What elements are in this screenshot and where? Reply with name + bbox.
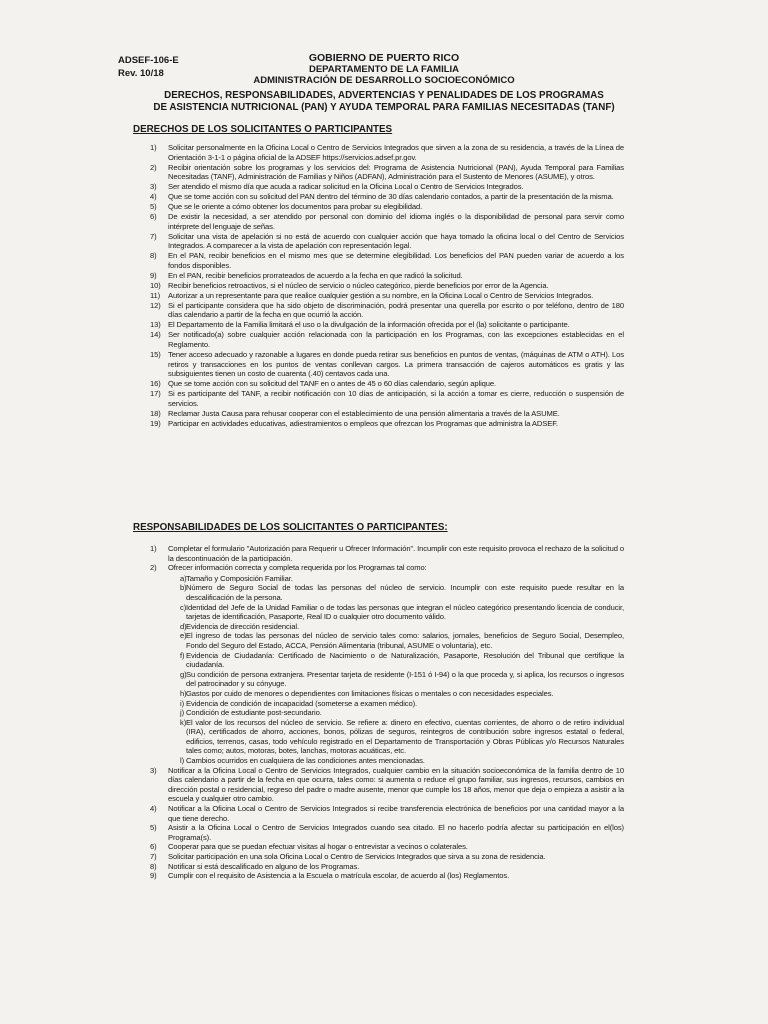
item-text: De existir la necesidad, a ser atendido por personal con dominio del idioma inglés o la disponibilidad de personal para servir como intérprete del lenguaje de señas.: [168, 212, 624, 231]
item-text: Si el participante considera que ha sido objeto de discriminación, podrá presentar una querella por escrito o por teléfono, dentro de 180 días calendario a partir de la fecha en que ocurrió la acción.: [168, 300, 624, 320]
sublist-item: [168, 670, 624, 689]
item-text: Solicitar una vista de apelación si no está de acuerdo con cualquier acción que haya tomado la oficina local o del Centro de Servicios Integrados. A comparecer a la vista de apelación con representación legal.: [168, 231, 624, 251]
item-number: 9): [150, 871, 157, 881]
sublist-item: [168, 689, 624, 699]
sublist-item: [168, 651, 624, 670]
item-number: 15): [150, 349, 161, 359]
item-text: Si es participante del TANF, a recibir notificación con 10 días de anticipación, si la acción a tomar es cierre, reducción o suspensión de servicios.: [168, 389, 624, 408]
sublist-item: [168, 718, 624, 756]
sub-text: Tamaño y Composición Familiar.: [186, 573, 293, 583]
item-text: Notificar a la Oficina Local o Centro de Servicios Integrados, cualquier cambio en la situación socioeconómica de la familia dentro de 10 días calendario a partir de la fecha en que ocurra, tales como: si aumenta o reduce el grupo familiar, sus ingresos, recursos, cambios en dirección postal o residencial, regreso del padre o madre ausente, menor que cumple los 18 años, menor que deja o empieza a asistir a la escuela y cualquier otro cambio.: [168, 765, 624, 804]
rights-item: [150, 301, 624, 320]
sublist-item: [168, 622, 624, 632]
item-number: 3): [150, 765, 157, 775]
item-text: Participar en actividades educativas, adiestramientos o empleos que ofrezcan los Programas que administra la ADSEF.: [168, 418, 558, 428]
rights-item: [150, 409, 624, 419]
item-text: En el PAN, recibir beneficios en el mismo mes que se determine elegibilidad. Los beneficios del PAN pueden variar de acuerdo a los fondos disponibles.: [168, 251, 624, 270]
rights-item: [150, 330, 624, 349]
document-title: [0, 90, 768, 113]
item-number: 13): [150, 320, 161, 330]
item-number: 1): [150, 143, 157, 152]
responsibility-item: [150, 766, 624, 804]
sub-letter: d): [180, 621, 187, 631]
sub-letter: c): [180, 602, 187, 612]
sub-letter: a): [180, 573, 187, 583]
item-number: 2): [150, 563, 157, 573]
sub-letter: g): [180, 669, 187, 679]
item-text: Que se le oriente a cómo obtener los documentos para probar su elegibilidad.: [168, 202, 423, 212]
item-text: En el PAN, recibir beneficios prorrateados de acuerdo a la fecha en que radicó la solicitud.: [168, 270, 463, 280]
responsibility-item: [150, 842, 624, 852]
rights-item: [150, 192, 624, 202]
sub-letter: e): [180, 631, 187, 641]
item-text: Cumplir con el requisito de Asistencia a la Escuela o matrícula escolar, de acuerdo al (los) Reglamentos.: [168, 871, 510, 881]
item-text: Tener acceso adecuado y razonable a lugares en donde pueda retirar sus beneficios en puntos de ventas, (máquinas de ATM o ATH). Los retiros y transacciones en los puntos de ventas conllevan cargos. La primera transacción de cajeros automáticos es gratis y las subsiguientes tienen un costo de cuarenta (.40) centavos cada una.: [168, 349, 624, 379]
item-number: 17): [150, 389, 161, 399]
item-text: Solicitar participación en una sola Oficina Local o Centro de Servicios Integrados que sirva a su zona de residencia.: [168, 852, 546, 861]
responsibility-item: [150, 823, 624, 842]
sub-letter: k): [180, 717, 187, 727]
sub-letter: j): [180, 708, 185, 718]
rights-item: [150, 202, 624, 212]
item-text: Que se tome acción con su solicitud del TANF en o antes de 45 o 60 días calendario, según aplique.: [168, 379, 497, 389]
item-text: Completar el formulario "Autorización para Requerir u Ofrecer Información". Incumplir con este requisito provoca el rechazo de la solicitud o la descontinuación de la participación.: [168, 544, 624, 563]
item-text: Recibir orientación sobre los programas y los servicios del: Programa de Asistencia Nutricional (PAN), Ayuda Temporal para Familias Necesitadas (TANF), Administración de Familias y Niños (ADFAN), Administración para el Sustento de Menores (ASUME), y otros.: [168, 162, 624, 182]
item-number: 4): [150, 192, 157, 202]
sub-text: Su condición de persona extranjera. Presentar tarjeta de residente (I-151 ó I-94) o la que proceda y, si aplica, los recursos o ingresos del patrocinador y su cónyuge.: [186, 669, 624, 689]
item-number: 16): [150, 379, 161, 389]
responsibility-item: [150, 544, 624, 563]
sub-text: Evidencia de dirección residencial.: [186, 621, 300, 631]
sub-text: El ingreso de todas las personas del núcleo de servicio tales como: salarios, jornales, beneficios de Seguro Social, Desempleo, Fondo del Seguro del Estado, ACCA, Pensión Alimentaria (tribunal, ASUME o voluntaria), etc.: [186, 631, 624, 650]
item-number: 10): [150, 280, 161, 290]
rights-item: [150, 419, 624, 429]
item-text: Reclamar Justa Causa para rehusar cooperar con el establecimiento de una pensión alimentaria a través de la ASUME.: [168, 408, 560, 418]
item-text: Ofrecer información correcta y completa requerida por los Programas tal como:: [168, 563, 427, 573]
rights-item: [150, 281, 624, 291]
sub-text: Evidencia de Ciudadanía: Certificado de Nacimiento o de Naturalización, Pasaporte, Resolución del Tribunal que certifique la ciudadanía.: [186, 650, 624, 670]
sub-letter: l): [180, 756, 185, 766]
item-number: 19): [150, 418, 161, 428]
responsibilities-heading: RESPONSABILIDADES DE LOS SOLICITANTES O PARTICIPANTES:: [133, 522, 448, 533]
sublist-item: [168, 603, 624, 622]
item-text: El Departamento de la Familia limitará el uso o la divulgación de la información ofrecida por el (la) solicitante o participante.: [168, 320, 570, 330]
sub-letter: h): [180, 688, 187, 698]
responsibility-item: [150, 862, 624, 872]
responsibility-item: [150, 852, 624, 862]
revision: Rev. 10/18: [118, 68, 164, 79]
item-text: Autorizar a un representante para que realice cualquier gestión a su nombre, en la Oficina Local o Centro de Servicios Integrados.: [168, 290, 594, 300]
rights-item: [150, 291, 624, 301]
sublist-item: [168, 583, 624, 602]
sub-letter: f): [180, 650, 185, 660]
item-number: 7): [150, 231, 157, 241]
item-number: 8): [150, 251, 157, 261]
item-text: Ser atendido el mismo día que acuda a radicar solicitud en la Oficina Local o Centro de Servicios Integrados.: [168, 182, 524, 192]
item-number: 8): [150, 861, 157, 871]
responsibility-item: [150, 563, 624, 765]
responsibility-item: [150, 871, 624, 881]
item-number: 6): [150, 212, 157, 222]
sublist-item: [168, 708, 624, 718]
item-number: 4): [150, 804, 157, 814]
rights-list: [150, 143, 624, 429]
title-line-2: DE ASISTENCIA NUTRICIONAL (PAN) Y AYUDA TEMPORAL PARA FAMILIAS NECESITADAS (TANF): [153, 101, 615, 113]
sublist-item: [168, 699, 624, 709]
department-name: DEPARTAMENTO DE LA FAMILIA: [308, 64, 460, 75]
form-code: ADSEF-106-E: [118, 55, 179, 66]
rights-item: [150, 182, 624, 192]
rights-item: [150, 389, 624, 408]
sub-letter: i): [180, 698, 185, 708]
sub-text: Condición de estudiante post-secundario.: [186, 708, 322, 718]
item-number: 1): [150, 544, 157, 553]
rights-item: [150, 143, 624, 162]
item-number: 6): [150, 842, 157, 852]
item-text: Que se tome acción con su solicitud del PAN dentro del término de 30 días calendario contados, a partir de la presentación de la misma.: [168, 192, 614, 202]
sublist-item: [168, 574, 624, 584]
sub-text: Identidad del Jefe de la Unidad Familiar o de todas las personas que integran el núcleo categórico presentando licencia de conducir, tarjetas de identificación, Pasaporte, Real ID o cualquier otro documento válido.: [186, 602, 624, 622]
sub-text: Cambios ocurridos en cualquiera de las condiciones antes mencionadas.: [186, 756, 425, 766]
item-number: 14): [150, 330, 161, 340]
item-number: 5): [150, 202, 157, 212]
rights-item: [150, 379, 624, 389]
item-number: 11): [150, 290, 161, 300]
rights-item: [150, 320, 624, 330]
sub-text: El valor de los recursos del núcleo de servicio. Se refiere a: dinero en efectivo, cuentas corrientes, de ahorro o de retiro individual (IRA), certificados de ahorro, acciones, bonos, pólizas de seguros, reintegros de contribución sobre ingresos estatal o federal, edificios, terrenos, casas, todo vehículo registrado en el Departamento de Transportación y Obras Públicas y/o Recursos Naturales tales como; autos, motoras, botes, lanchas, motoras acuáticas, etc.: [186, 717, 624, 756]
item-text: Notificar si está descalificado en alguno de los Programas.: [168, 861, 360, 871]
rights-item: [150, 350, 624, 379]
item-number: 7): [150, 852, 157, 861]
item-number: 12): [150, 300, 161, 310]
title-line-1: DERECHOS, RESPONSABILIDADES, ADVERTENCIAS Y PENALIDADES DE LOS PROGRAMAS: [164, 90, 604, 101]
item-text: Solicitar personalmente en la Oficina Local o Centro de Servicios Integrados que sirven a la zona de su residencia, a través de la Línea de Orientación 3-1-1 o página oficial de la ADSEF https://servicios.adsef.pr.gov.: [168, 143, 624, 162]
item-number: 3): [150, 182, 157, 192]
item-text: Ser notificado(a) sobre cualquier acción relacionada con la participación en los Programas, con las excepciones establecidas en el Reglamento.: [168, 330, 624, 349]
rights-item: [150, 232, 624, 251]
item-text: Cooperar para que se puedan efectuar visitas al hogar o entrevistar a vecinos o colaterales.: [168, 842, 468, 852]
item-number: 2): [150, 162, 157, 172]
sub-letter: b): [180, 583, 187, 593]
responsibility-item: [150, 804, 624, 823]
sub-text: Evidencia de condición de incapacidad (someterse a examen médico).: [186, 698, 418, 708]
government-name: GOBIERNO DE PUERTO RICO: [308, 52, 460, 64]
item-text: Notificar a la Oficina Local o Centro de Servicios Integrados si recibe transferencia electrónica de beneficios por una cantidad mayor a la que tiene derecho.: [168, 804, 624, 823]
sub-text: Gastos por cuido de menores o dependientes con limitaciones físicas o mentales o con necesidades especiales.: [186, 688, 554, 698]
rights-item: [150, 163, 624, 182]
sublist-item: [168, 631, 624, 650]
responsibilities-list: [150, 544, 624, 881]
item-text: Asistir a la Oficina Local o Centro de Servicios Integrados cuando sea citado. El no hacerlo podría afectar su participación en el(los) Programa(s).: [168, 823, 624, 842]
rights-item: [150, 251, 624, 270]
item-text: Recibir beneficios retroactivos, si el núcleo de servicio o núcleo categórico, pierde beneficios por error de la Agencia.: [168, 280, 549, 290]
rights-item: [150, 271, 624, 281]
sub-text: Número de Seguro Social de todas las personas del núcleo de servicio. Incumplir con este requisito puede resultar en la descalificación de la persona.: [186, 583, 624, 602]
administration-name: ADMINISTRACIÓN DE DESARROLLO SOCIOECONÓMICO: [253, 75, 515, 86]
sublist-item: [168, 756, 624, 766]
item-number: 9): [150, 270, 157, 280]
information-sublist: [168, 574, 624, 766]
item-number: 5): [150, 823, 157, 833]
rights-item: [150, 212, 624, 231]
item-number: 18): [150, 408, 161, 418]
rights-heading: DERECHOS DE LOS SOLICITANTES O PARTICIPANTES: [133, 124, 393, 135]
